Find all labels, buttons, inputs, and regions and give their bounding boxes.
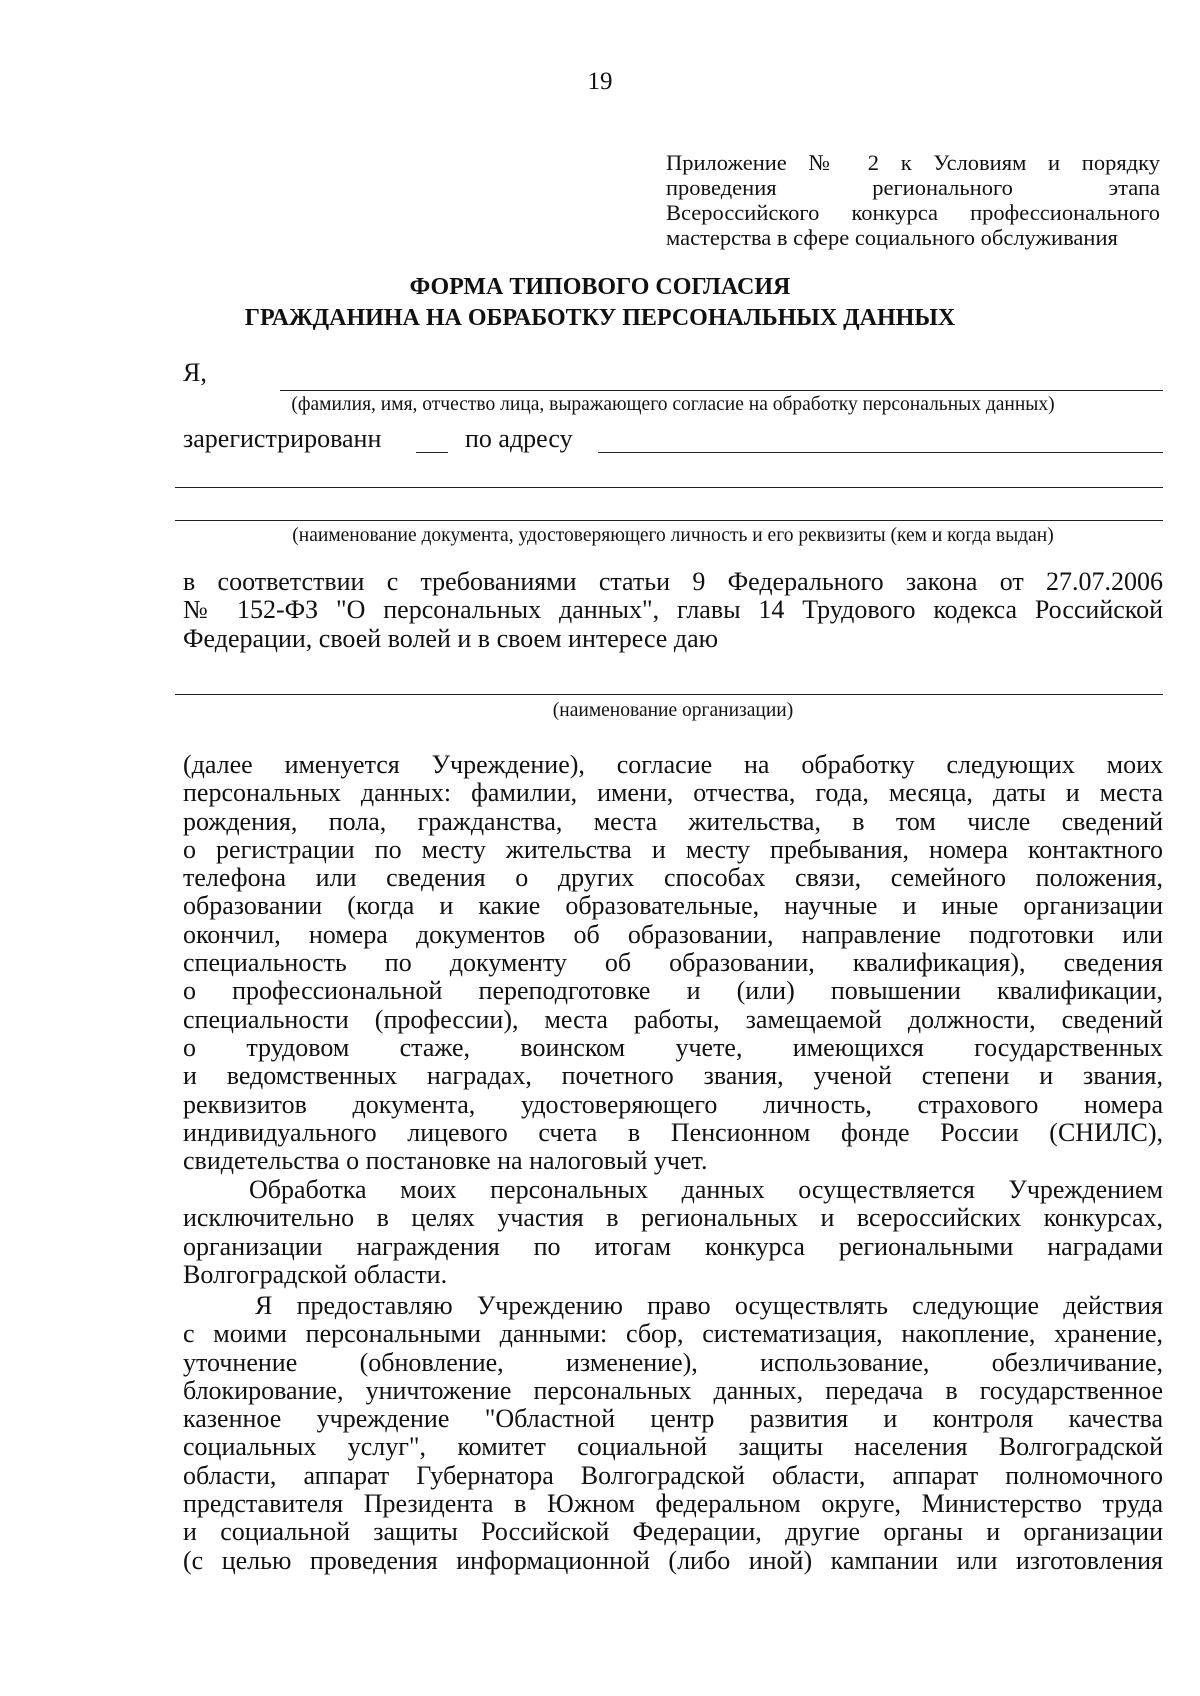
ending-blank-line [416, 452, 448, 453]
consent-paragraph [183, 751, 1163, 1175]
text-line: области, аппарат Губернатора Волгоградской области, аппарат полномочного [183, 1460, 1163, 1490]
annex-reference [666, 150, 1160, 250]
text-line: телефона или сведения о других способах связи, семейного положения, [183, 863, 1163, 893]
rights-paragraph [183, 1292, 1163, 1575]
annex-line: мастерства в сфере социального обслуживания [666, 225, 1118, 250]
id-document-caption: (наименование документа, удостоверяющего личность и его реквизиты (кем и когда выдан) [292, 525, 1054, 546]
text-line: о трудовом стаже, воинском учете, имеющихся государственных [183, 1032, 1163, 1062]
address-blank-line [598, 452, 1163, 453]
intro-paragraph [183, 568, 1163, 653]
text-line: специальность по документу об образовании, квалификация), сведения [183, 948, 1163, 978]
annex-line: Всероссийского конкурса профессионального [666, 200, 1160, 225]
text-line: (далее именуется Учреждение), согласие на обработку следующих моих [183, 750, 1163, 779]
text-line: и ведомственных наградах, почетного звания, ученой степени и звания, [183, 1061, 1163, 1091]
text-line: представителя Президента в Южном федеральном округе, Министерство труда [183, 1489, 1163, 1519]
registered-label: зарегистрированн [183, 424, 382, 453]
text-line: образовании (когда и какие образовательные, научные и иные организации [183, 891, 1163, 921]
i-label: Я, [183, 358, 207, 387]
text-line: и социальной защиты Российской Федерации, другие органы и организации [183, 1517, 1163, 1547]
text-line: Волгоградской области. [183, 1259, 448, 1289]
text-line: социальных услуг", комитет социальной защиты населения Волгоградской [183, 1432, 1163, 1462]
fio-blank-line [280, 390, 1163, 391]
text-line: Обработка моих персональных данных осуществляется Учреждением [249, 1175, 1163, 1204]
fio-caption: (фамилия, имя, отчество лица, выражающего согласие на обработку персональных данных) [291, 394, 1055, 415]
text-line: индивидуального лицевого счета в Пенсионном фонде России (СНИЛС), [183, 1117, 1163, 1147]
text-line: окончил, номера документов об образовании, направление подготовки или [183, 919, 1163, 949]
text-line: с моими персональными данными: сбор, систематизация, накопление, хранение, [183, 1319, 1163, 1349]
text-line: Я предоставляю Учреждению право осуществлять следующие действия [255, 1291, 1163, 1320]
text-line: о регистрации по месту жительства и месту пребывания, номера контактного [183, 834, 1163, 864]
annex-line: Приложение № 2 к Условиям и порядку [666, 150, 1160, 175]
organization-caption: (наименование организации) [552, 700, 794, 721]
organization-blank-line [175, 694, 1163, 695]
text-line: Федерации, своей волей и в своем интересе даю [183, 623, 719, 653]
text-line: в соответствии с требованиями статьи 9 Федерального закона от 27.07.2006 [183, 567, 1163, 596]
text-line: казенное учреждение "Областной центр развития и контроля качества [183, 1404, 1163, 1434]
text-line: персональных данных: фамилии, имени, отчества, года, месяца, даты и места [183, 778, 1163, 808]
page-number: 19 [587, 68, 613, 95]
text-line: свидетельства о постановке на налоговый учет. [183, 1146, 708, 1176]
text-line: о профессиональной переподготовке и (или) повышении квалификации, [183, 976, 1163, 1006]
title-line: ФОРМА ТИПОВОГО СОГЛАСИЯ [409, 274, 791, 300]
address-blank-line-2 [175, 487, 1163, 488]
text-line: (с целью проведения информационной (либо иной) кампании или изготовления [183, 1545, 1163, 1575]
text-line: рождения, пола, гражданства, места жительства, в том числе сведений [183, 806, 1163, 836]
text-line: специальности (профессии), места работы, замещаемой должности, сведений [183, 1004, 1163, 1034]
address-label: по адресу [465, 424, 573, 453]
text-line: организации награждения по итогам конкурса региональными наградами [183, 1231, 1163, 1261]
text-line: уточнение (обновление, изменение), использование, обезличивание, [183, 1347, 1163, 1377]
text-line: № 152-ФЗ "О персональных данных", главы 14 Трудового кодекса Российской [183, 595, 1163, 625]
purpose-paragraph [183, 1176, 1163, 1289]
text-line: реквизитов документа, удостоверяющего личность, страхового номера [183, 1089, 1163, 1119]
title-line: ГРАЖДАНИНА НА ОБРАБОТКУ ПЕРСОНАЛЬНЫХ ДАННЫХ [244, 305, 956, 331]
document-title [0, 272, 1200, 334]
text-line: исключительно в целях участия в региональных и всероссийских конкурсах, [183, 1203, 1163, 1233]
id-document-blank-line [175, 520, 1163, 521]
text-line: блокирование, уничтожение персональных данных, передача в государственное [183, 1375, 1163, 1405]
annex-line: проведения регионального этапа [666, 175, 1160, 200]
